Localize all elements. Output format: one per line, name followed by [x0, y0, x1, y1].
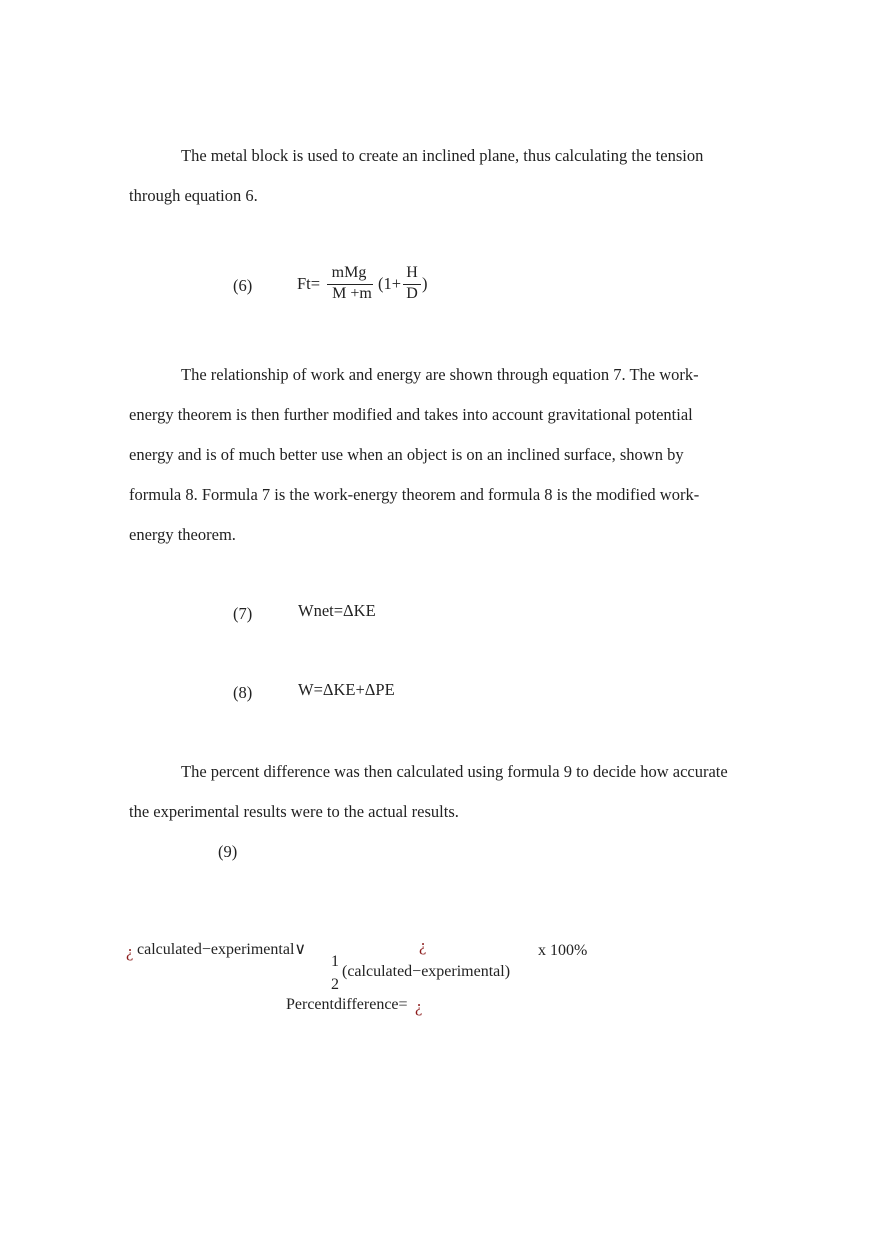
eq6-open-paren: (1+	[378, 274, 402, 293]
equation-number-9: (9)	[218, 842, 238, 861]
eq7-expression: Wnet=ΔKE	[298, 601, 376, 620]
eq6-lhs: Ft=	[297, 274, 321, 293]
eq6-close-paren: )	[422, 274, 428, 293]
paragraph-work-energy: The relationship of work and energy are shown through equation 7. The work-energy theorem is then further modified and takes into account gravitational potential energy and is of much better use when an object is on an inclined surface, shown by formula 8. Formula 7 is the work-energy theorem and formula 8 is the modified work-energy theorem.	[129, 365, 700, 544]
eq9-average-expression: (calculated−experimental)	[342, 963, 511, 980]
eq6-numerator-2: H	[406, 264, 418, 281]
eq6-denominator-1: M +m	[332, 285, 372, 302]
eq9-half-numerator: 1	[331, 953, 339, 970]
eq9-result-label: Percentdifference=	[286, 996, 408, 1013]
equation-number-8: (8)	[233, 683, 253, 702]
paragraph-tension-intro: The metal block is used to create an inclined plane, thus calculating the tension through equation 6.	[129, 146, 704, 205]
eq6-numerator-1: mMg	[331, 264, 367, 281]
equation-number-7: (7)	[233, 604, 253, 623]
equation-number-6: (6)	[233, 276, 253, 295]
eq9-half-denominator: 2	[331, 976, 339, 993]
eq9-glyph-top: ¿	[419, 936, 427, 955]
paragraph-percent-difference: The percent difference was then calculated using formula 9 to decide how accurate the experimental results were to the actual results.	[129, 762, 728, 821]
eq9-times-100: x 100%	[538, 942, 588, 959]
eq9-glyph-result: ¿	[415, 997, 423, 1016]
eq8-expression: W=ΔKE+ΔPE	[298, 680, 395, 699]
eq6-denominator-2: D	[406, 285, 418, 302]
eq9-glyph-left: ¿	[126, 942, 134, 961]
eq9-absolute-expression: calculated−experimental∨	[137, 941, 307, 958]
